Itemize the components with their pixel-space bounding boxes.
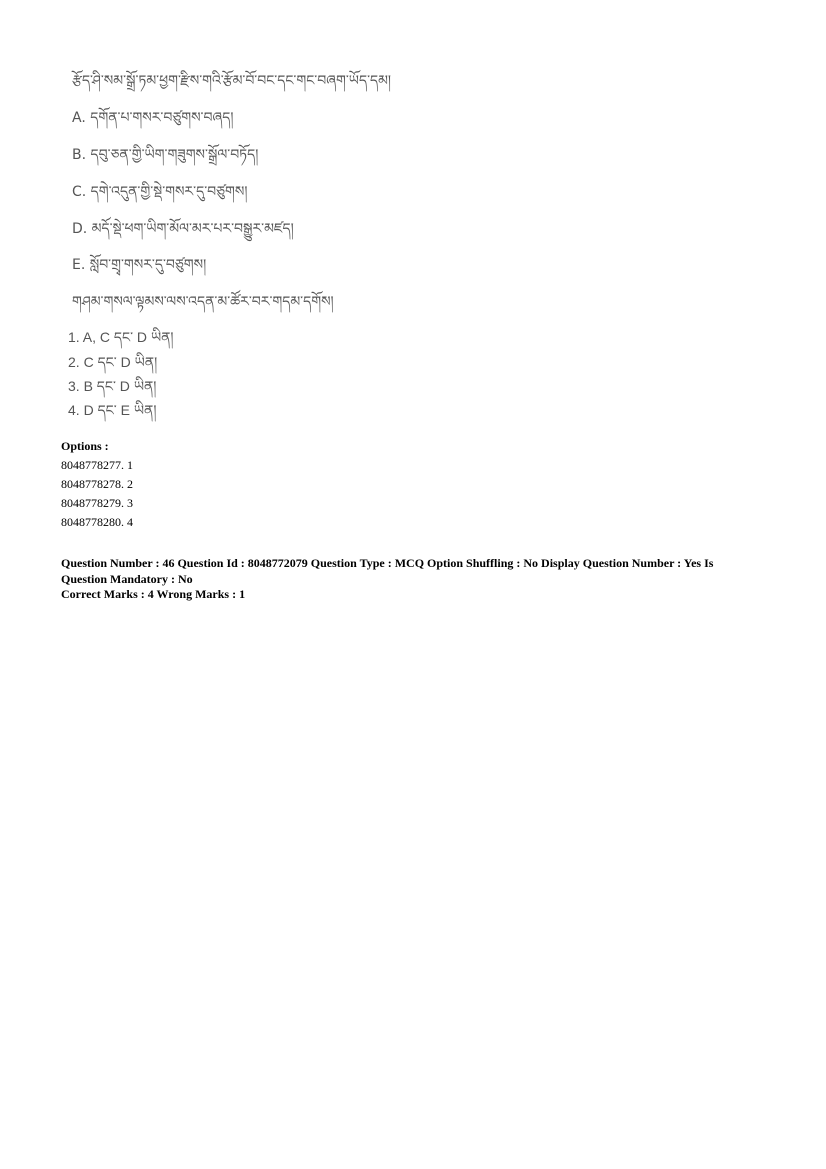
instruction: གཤམ་གསལ་ལྟམས་ལས་འདན་མ་ཚོར་བར་གདམ་དགོས། (72, 294, 334, 310)
answer-mid: E (116, 402, 134, 418)
statement-d: D. མདོ་སྡེ་ཕག་ཡིག་མོལ་མར་པར་བསྒྱུར་མཛད། (72, 221, 294, 237)
answer-end: ཡིན། (133, 379, 157, 395)
answer-mid: D (116, 354, 135, 370)
answer-prefix: 2. C (68, 354, 98, 370)
option-item-1: 8048778277. 1 (61, 458, 133, 472)
statement-c: C. དགེ་འདུན་གྱི་སྡེ་གསར་དུ་བཙུགས། (72, 184, 248, 200)
statement-a: A. དགོན་པ་གསར་བཙུགས་བཞད། (72, 110, 234, 126)
answer-prefix: 4. D (68, 402, 98, 418)
option-item-4: 8048778280. 4 (61, 515, 133, 529)
option-item-2: 8048778278. 2 (61, 477, 133, 491)
answer-end: ཡིན། (133, 403, 157, 419)
option-item-3: 8048778279. 3 (61, 496, 133, 510)
statement-e: E. སློབ་གྲྭ་གསར་དུ་བཙུགས། (72, 257, 207, 273)
answer-conj: དང་ (97, 403, 117, 419)
answer-conj: དང་ (96, 379, 116, 395)
marks-info: Correct Marks : 4 Wrong Marks : 1 (61, 587, 246, 601)
answer-mid: D (133, 329, 151, 345)
answer-end: ཡིན། (150, 330, 174, 346)
question-info: Question Number : 46 Question Id : 8048772079 Question Type : MCQ Option Shuffling : No Display Question Number : Yes Is Question Mandatory : No (61, 556, 714, 586)
answer-choice-4 (68, 394, 156, 434)
answer-prefix: 3. B (68, 378, 97, 394)
answer-prefix: 1. A, C (68, 329, 114, 345)
answer-end: ཡིན། (134, 355, 158, 371)
answer-conj: དང་ (97, 355, 117, 371)
answer-mid: D (115, 378, 134, 394)
statement-b: B. དབུ་ཅན་གྱི་ཡིག་གཟུགས་སྒྲོལ་བཏོད། (72, 147, 259, 163)
answer-conj: དང་ (113, 330, 134, 346)
question-stem: རྩོད་ཤི་སམ་སྒྲོ་ཏམ་ཕྱག་རྫིས་གའི་རྩོམ་བོ་བང་དང་གང་བཞག་ཡོད་དམ། (72, 73, 392, 89)
options-heading: Options : (61, 439, 109, 453)
